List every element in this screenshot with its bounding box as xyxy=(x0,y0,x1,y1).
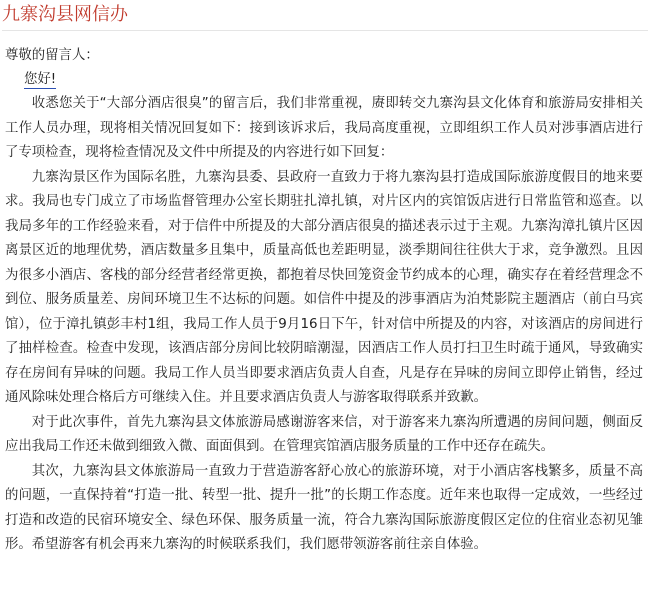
salutation: 尊敬的留言人： xyxy=(5,48,99,63)
page-title: 九寨沟县网信办 xyxy=(2,4,128,25)
paragraph-improvement: 其次，九寨沟县文体旅游局一直致力于营造游客舒心放心的旅游环境，对于小酒店客栈繁多，质量不高的问题，一直保持着“打造一批、转型一批、提升一批”的长期工作态度。近年来也取得一定成效，一些经过打造和改造的民宿环境安全、绿色环保、服务质量一流，符合九寨沟国际旅游度假区定位的住宿业态初见雏形。希望游客有机会再来九寨沟的时候联系我们，我们愿带领游客前往亲自体验。 xyxy=(5,463,643,552)
paragraph-inspection: 九寨沟景区作为国际名胜，九寨沟县委、县政府一直致力于将九寨沟县打造成国际旅游度假目的地来要求。我局也专门成立了市场监督管理办公室长期驻扎漳扎镇，对片区内的宾馆饭店进行日常监管和巡查。以我局多年的工作经验来看，对于信件中所提及的大部分酒店很臭的描述表示过于主观。九寨沟漳扎镇片区因离景区近的地理优势，酒店数量多且集中，质量高低也差距明显，淡季期间往往供大于求，竞争激烈。且因为很多小酒店、客栈的部分经营者经常更换，都抱着尽快回笼资金节约成本的心理，确实存在着经营理念不到位、服务质量差、房间环境卫生不达标的问题。如信件中提及的涉事酒店为泊梵影院主题酒店（前白马宾馆），位于漳扎镇彭丰村1组，我局工作人员于9月16日下午，针对信中所提及的内容，对该酒店的房间进行了抽样检查。检查中发现，该酒店部分房间比较阴暗潮湿，因酒店工作人员打扫卫生时疏于通风，导致确实存在房间有异味的问题。我局工作人员当即要求酒店负责人自查，凡是存在异味的房间立即停止销售，经过通风除味处理合格后方可继续入住。并且要求酒店负责人与游客取得联系并致歉。 xyxy=(5,169,643,405)
hello-line xyxy=(5,68,643,92)
reply-letter xyxy=(5,44,643,558)
page-header xyxy=(2,2,648,31)
hello-text: 您好! xyxy=(24,72,57,87)
paragraph-receipt: 收悉您关于“大部分酒店很臭”的留言后，我们非常重视，赓即转交九寨沟县文化体育和旅游局安排相关工作人员办理，现将相关情况回复如下：接到该诉求后，我局高度重视，立即组织工作人员对涉事酒店进行了专项检查，现将检查情况及文件中所提及的内容进行如下回复： xyxy=(5,96,643,160)
paragraph-apology: 对于此次事件，首先九寨沟县文体旅游局感谢游客来信，对于游客来九寨沟所遭遇的房间问题，侧面反应出我局工作还未做到细致入微、面面俱到。在管理宾馆酒店服务质量的工作中还存在疏失。 xyxy=(5,414,643,454)
